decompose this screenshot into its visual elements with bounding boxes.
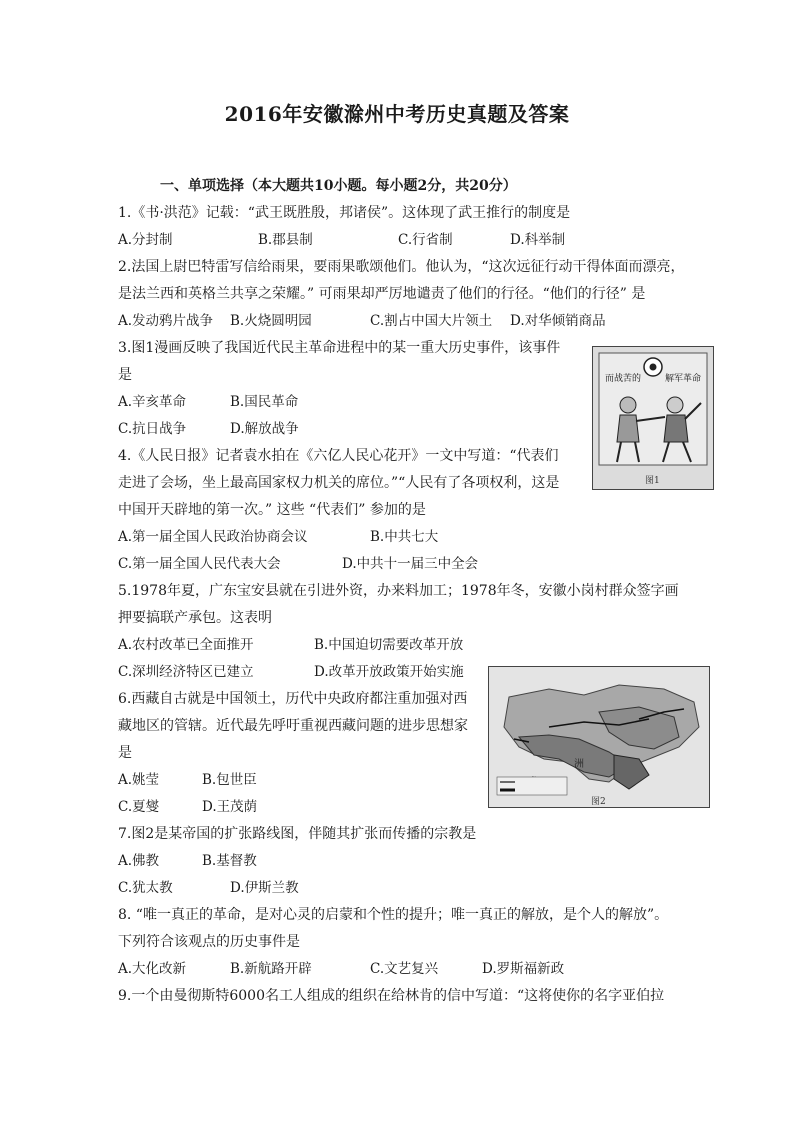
question-5-line-2: 押要搞联产承包。这表明	[118, 610, 272, 626]
question-4-line-2: 走进了会场，坐上最高国家权力机关的席位。”“人民有了各项权利，这是	[118, 475, 560, 491]
question-9-line-1: 9.一个由曼彻斯特6000名工人组成的组织在给林肯的信中写道：“这将使你的名字亚伯拉	[118, 988, 665, 1004]
option-a[interactable]: A.第一届全国人民政治协商会议	[118, 529, 308, 545]
option-d[interactable]: D.中共十一届三中全会	[342, 556, 479, 572]
option-d[interactable]: D.罗斯福新政	[482, 961, 565, 977]
question-5-line-1: 5.1978年夏，广东宝安县就在引进外资，办来料加工；1978年冬，安徽小岗村群众签字画	[118, 583, 679, 599]
option-a[interactable]: A.大化改新	[118, 961, 187, 977]
option-c[interactable]: C.深圳经济特区已建立	[118, 664, 254, 680]
option-c[interactable]: C.行省制	[398, 232, 453, 248]
option-c[interactable]: C.犹太教	[118, 880, 173, 896]
expansion-map	[489, 667, 709, 807]
option-b[interactable]: B.包世臣	[202, 772, 257, 788]
option-a[interactable]: A.农村改革已全面推开	[118, 637, 254, 653]
poster-text-right: 解军革命	[665, 374, 702, 384]
option-b[interactable]: B.火烧圆明园	[230, 313, 312, 329]
question-2-line-1: 2.法国上尉巴特雷写信给雨果，要雨果歌颂他们。他认为，“这次远征行动干得体面而漂亮，	[118, 259, 685, 275]
option-c[interactable]: C.夏燮	[118, 799, 160, 815]
option-a[interactable]: A.姚莹	[118, 772, 160, 788]
poster-text-left: 而战苦的	[605, 374, 642, 384]
page-title: 2016年安徽滁州中考历史真题及答案	[224, 102, 570, 126]
question-6-line-3: 是	[118, 745, 132, 761]
option-b[interactable]: B.中共七大	[370, 529, 439, 545]
question-8-line-1: 8. “唯一真正的革命，是对心灵的启蒙和个性的提升；唯一真正的解放，是个人的解放”。	[118, 907, 669, 923]
question-3-line-2: 是	[118, 367, 132, 383]
figure-1-cartoon	[592, 346, 714, 490]
option-a[interactable]: A.发动鸦片战争	[118, 313, 214, 329]
cartoon-illustration	[593, 347, 713, 489]
option-d[interactable]: D.王茂荫	[202, 799, 258, 815]
figure-2-map	[488, 666, 710, 808]
question-4-line-1: 4.《人民日报》记者袁水拍在《六亿人民心花开》一文中写道：“代表们	[118, 448, 559, 464]
option-c[interactable]: C.抗日战争	[118, 421, 187, 437]
question-3-line-1: 3.图1漫画反映了我国近代民主革命进程中的某一重大历史事件，该事件	[118, 340, 561, 356]
map-label-zhou: 洲	[574, 759, 584, 770]
question-4-line-3: 中国开天辟地的第一次。” 这些 “代表们” 参加的是	[118, 502, 426, 518]
question-2-line-2: 是法兰西和英格兰共享之荣耀。” 可雨果却严厉地谴责了他们的行径。“他们的行径” 是	[118, 286, 646, 302]
option-b[interactable]: B.中国迫切需要改革开放	[314, 637, 464, 653]
question-1-text: 1.《书·洪范》记载：“武王既胜殷，邦诸侯”。这体现了武王推行的制度是	[118, 205, 571, 221]
question-8-line-2: 下列符合该观点的历史事件是	[118, 934, 300, 950]
figure-2-caption: 图2	[591, 797, 606, 807]
option-d[interactable]: D.改革开放政策开始实施	[314, 664, 464, 680]
option-d[interactable]: D.对华倾销商品	[510, 313, 606, 329]
option-d[interactable]: D.解放战争	[230, 421, 299, 437]
option-d[interactable]: D.科举制	[510, 232, 566, 248]
option-a[interactable]: A.分封制	[118, 232, 173, 248]
question-6-line-1: 6.西藏自古就是中国领土，历代中央政府都注重加强对西	[118, 691, 468, 707]
question-6-line-2: 藏地区的管辖。近代最先呼吁重视西藏问题的进步思想家	[118, 718, 468, 734]
option-c[interactable]: C.第一届全国人民代表大会	[118, 556, 281, 572]
option-d[interactable]: D.伊斯兰教	[230, 880, 299, 896]
figure-1-caption: 图1	[645, 476, 660, 486]
option-b[interactable]: B.郡县制	[258, 232, 313, 248]
option-b[interactable]: B.新航路开辟	[230, 961, 312, 977]
option-c[interactable]: C.文艺复兴	[370, 961, 439, 977]
section-heading: 一、单项选择（本大题共10小题。每小题2分，共20分）	[160, 178, 517, 194]
option-c[interactable]: C.割占中国大片领土	[370, 313, 493, 329]
option-b[interactable]: B.基督教	[202, 853, 257, 869]
option-a[interactable]: A.辛亥革命	[118, 394, 187, 410]
question-7-text: 7.图2是某帝国的扩张路线图，伴随其扩张而传播的宗教是	[118, 826, 477, 842]
option-a[interactable]: A.佛教	[118, 853, 160, 869]
option-b[interactable]: B.国民革命	[230, 394, 299, 410]
